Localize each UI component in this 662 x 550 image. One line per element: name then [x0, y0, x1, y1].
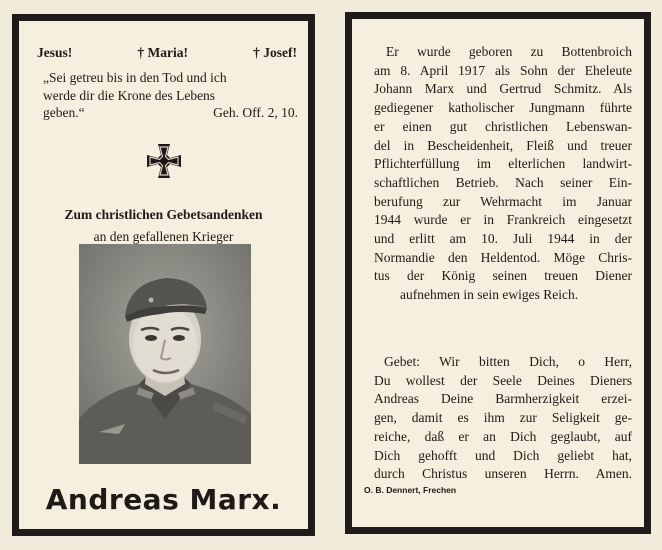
prayer-line: Dich gehofft und Dich geliebt hat, [374, 447, 632, 463]
bio-line: am 8. April 1917 als Sohn der Eheleute [374, 62, 632, 78]
bio-line: schaftlichen Betrieb. Nach seiner Ein- [374, 174, 632, 190]
invocation-maria: † Maria! [137, 45, 188, 60]
printer-credit: O. B. Dennert, Frechen [364, 485, 457, 495]
right-panel [345, 12, 651, 534]
prayer-line: Gebet: Wir bitten Dich, o Herr, [384, 354, 632, 369]
prayer-line: reiche, daß er an Dich geglaubt, auf [374, 428, 632, 444]
dedication-subtitle: an den gefallenen Krieger [93, 229, 234, 244]
bio-line: und erlitt am 10. Juli 1944 in der [374, 231, 632, 247]
dedication-title: Zum christlichen Gebetsandenken [64, 207, 263, 222]
verse-end: geben.“ [43, 105, 85, 120]
verse-line: „Sei getreu bis in den Tod und ich [43, 70, 227, 85]
deceased-name: Andreas Marx. [45, 483, 282, 516]
soldier-portrait-image [79, 244, 251, 464]
verse-reference: Geh. Off. 2, 10. [213, 105, 298, 120]
prayer-line: Du wollest der Seele Deines Dieners [374, 372, 632, 388]
invocation-line [37, 45, 297, 61]
prayer-line: durch Christus unseren Herrn. Amen. [374, 466, 632, 482]
bio-line: 1944 wurde er in Frankreich eingesetzt [374, 212, 632, 228]
invocation-josef: † Josef! [253, 45, 297, 60]
bio-line: del in Bescheidenheit, Fleiß und treuer [374, 137, 632, 153]
bio-line: Johann Marx und Gertrud Schmitz. Als [374, 81, 632, 97]
left-panel [12, 14, 315, 536]
bio-line: gediegener katholischer Jungmann führte [374, 100, 632, 116]
bio-line: aufnehmen in sein ewiges Reich. [400, 287, 579, 303]
invocation-jesus: Jesus! [37, 45, 73, 60]
verse-line-last [43, 104, 298, 122]
iron-cross-icon [144, 141, 184, 181]
biography-text [374, 43, 632, 305]
verse-line: werde dir die Krone des Lebens [43, 87, 216, 103]
bio-line: Pflichterfüllung im elterlichen landwirt- [374, 156, 632, 172]
bible-verse [43, 69, 298, 122]
prayer-line: gen, damit es ihm zur Seligkeit ge- [374, 410, 632, 426]
bio-line: er einen gut christlichen Lebenswan- [374, 118, 632, 134]
prayer-line: Andreas Deine Barmherzigkeit erzei- [374, 391, 632, 407]
bio-line: tus der König seinen treuen Diener [374, 268, 632, 284]
bio-line: Er wurde geboren zu Bottenbroich [386, 44, 632, 59]
portrait-photo [79, 244, 251, 464]
bio-line: berufung zur Wehrmacht im Januar [374, 193, 632, 209]
prayer-text [374, 353, 632, 484]
bio-line: Normandie den Heldentod. Möge Chris- [374, 249, 632, 265]
